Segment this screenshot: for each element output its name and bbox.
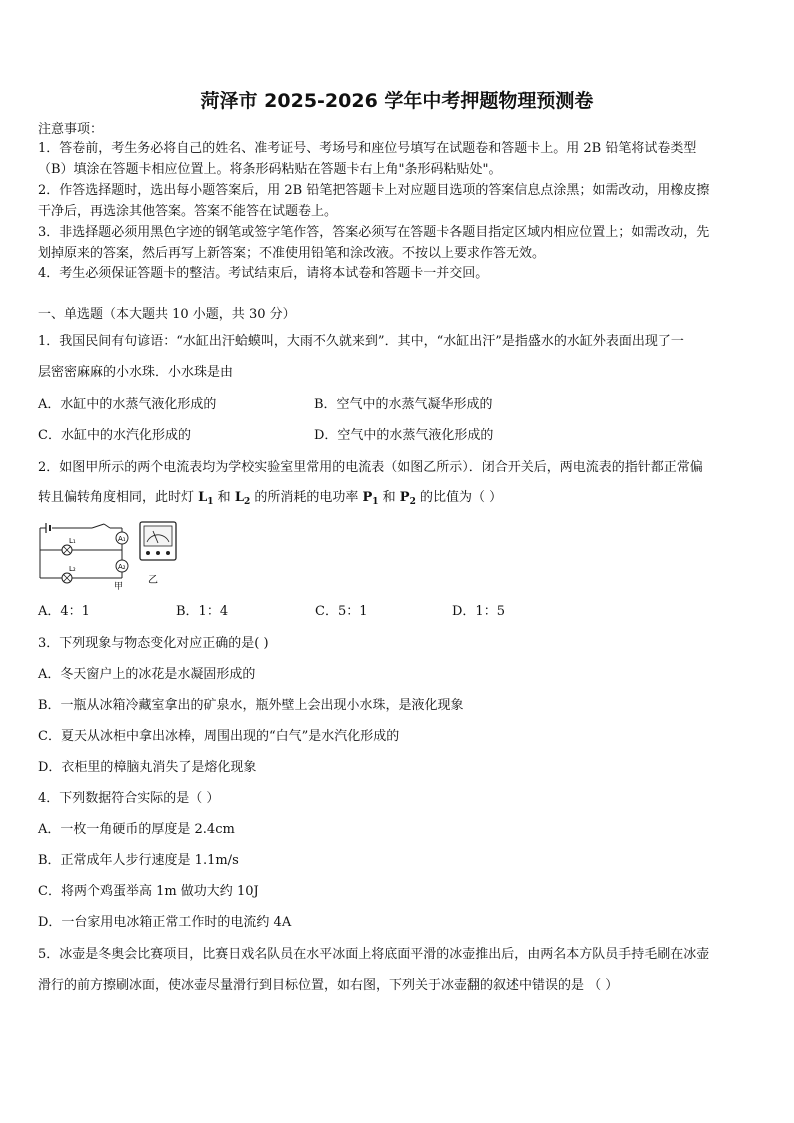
q2-text: 和	[213, 490, 235, 505]
notice-line: 4．考生必须保证答题卡的整洁。考试结束后，请将本试卷和答题卡一并交回。	[38, 266, 489, 281]
q2-stem-line: 2．如图甲所示的两个电流表均为学校实验室里常用的电流表（如图乙所示）．闭合开关后，两电流表的指针都正常偏	[38, 460, 703, 475]
section-heading: 一、单选题（本大题共 10 小题，共 30 分）	[38, 307, 296, 322]
figure-label-yi: 乙	[148, 575, 158, 586]
q4-option: C．将两个鸡蛋举高 1m 做功大约 10J	[38, 884, 259, 899]
notice-line: 干净后，再选涂其他答案。答案不能答在试题卷上。	[38, 204, 338, 219]
q4-stem: 4．下列数据符合实际的是（ ）	[38, 791, 220, 806]
q1-option-d: D．空气中的水蒸气液化形成的	[314, 428, 494, 443]
battery-icon	[46, 523, 50, 533]
ammeter-a1-label: A₁	[118, 535, 126, 543]
q2-symbol: P	[399, 490, 410, 505]
q2-option-b: B．1：4	[176, 604, 229, 619]
notice-line: 3．非选择题必须用黑色字迹的钢笔或签字笔作答，答案必须写在答题卡各题目指定区域内相应位置上；如需改动，先	[38, 225, 710, 240]
lamp-l2-icon	[62, 573, 72, 583]
q3-option: D．衣柜里的樟脑丸消失了是熔化现象	[38, 760, 257, 775]
q3-option: A．冬天窗户上的冰花是水凝固形成的	[38, 667, 256, 682]
q1-option-b: B．空气中的水蒸气凝华形成的	[314, 397, 493, 412]
lamp-l1-label: L₁	[69, 537, 76, 545]
q5-stem-line: 滑行的前方擦刷冰面，使冰壶尽量滑行到目标位置，如右图，下列关于冰壶翻的叙述中错误的是 （ ）	[38, 978, 619, 993]
q1-stem-line: 1．我国民间有句谚语：“水缸出汗蛤蟆叫，大雨不久就来到”．其中，“水缸出汗”是指盛水的水缸外表面出现了一	[38, 334, 684, 349]
q4-option: B．正常成年人步行速度是 1.1m/s	[38, 853, 239, 868]
q4-option: D．一台家用电冰箱正常工作时的电流约 4A	[38, 915, 292, 930]
q2-subscript: 1	[372, 497, 379, 507]
q1-stem-line: 层密密麻麻的小水珠．小水珠是由	[38, 365, 234, 380]
q2-symbol: L	[198, 490, 208, 505]
circuit-figure	[36, 520, 181, 592]
q3-option: B．一瓶从冰箱冷藏室拿出的矿泉水，瓶外壁上会出现小水珠，是液化现象	[38, 698, 464, 713]
q2-text: 和	[378, 490, 400, 505]
q1-option-c: C．水缸中的水汽化形成的	[38, 428, 191, 443]
q2-option-c: C．5：1	[315, 604, 368, 619]
q3-stem: 3．下列现象与物态变化对应正确的是( )	[38, 636, 269, 651]
lamp-l2-label: L₂	[69, 565, 76, 573]
q2-text: 的所消耗的电功率	[250, 490, 363, 505]
q5-stem-line: 5．冰壶是冬奥会比赛项目，比赛日戏名队员在水平冰面上将底面平滑的冰壶推出后，由两名本方队员手持毛刷在冰壶	[38, 947, 710, 962]
q1-option-a: A．水缸中的水蒸气液化形成的	[38, 397, 217, 412]
lamp-l1-icon	[62, 545, 72, 555]
q4-option: A．一枚一角硬币的厚度是 2.4cm	[38, 822, 235, 837]
notice-line: 1．答卷前，考生务必将自己的姓名、准考证号、考场号和座位号填写在试题卷和答题卡上。用 2B 铅笔将试卷类型	[38, 141, 697, 156]
q2-subscript: 2	[409, 497, 416, 507]
q2-subscript: 2	[243, 497, 251, 507]
q2-text: 的比值为（ ）	[415, 490, 503, 505]
ammeter-device-icon	[140, 522, 176, 560]
q2-option-d: D．1：5	[452, 604, 505, 619]
exam-title: 菏泽市 2025-2026 学年中考押题物理预测卷	[200, 90, 594, 112]
q3-option: C．夏天从冰柜中拿出冰棒，周围出现的“白气”是水汽化形成的	[38, 729, 400, 744]
q2-stem-line2	[38, 490, 502, 510]
notice-line: 2．作答选择题时，选出每小题答案后，用 2B 铅笔把答题卡上对应题目选项的答案信息点涂黑；如需改动，用橡皮擦	[38, 183, 710, 198]
notice-heading: 注意事项：	[38, 122, 104, 137]
q2-option-a: A．4：1	[38, 604, 90, 619]
ammeter-a1-icon	[116, 532, 128, 544]
ammeter-a2-label: A₂	[118, 563, 126, 571]
figure-label-jia: 甲	[114, 582, 124, 592]
notice-line: 划掉原来的答案，然后再写上新答案；不准使用铅笔和涂改液。不按以上要求作答无效。	[38, 246, 546, 261]
q2-text: 转且偏转角度相同，此时灯	[38, 490, 199, 505]
q2-symbol: L	[234, 490, 244, 505]
q2-symbol: P	[362, 490, 373, 505]
notice-line: （B）填涂在答题卡相应位置上。将条形码粘贴在答题卡右上角"条形码粘贴处"。	[38, 162, 502, 177]
ammeter-a2-icon	[116, 560, 128, 572]
q2-subscript: 1	[207, 497, 214, 507]
